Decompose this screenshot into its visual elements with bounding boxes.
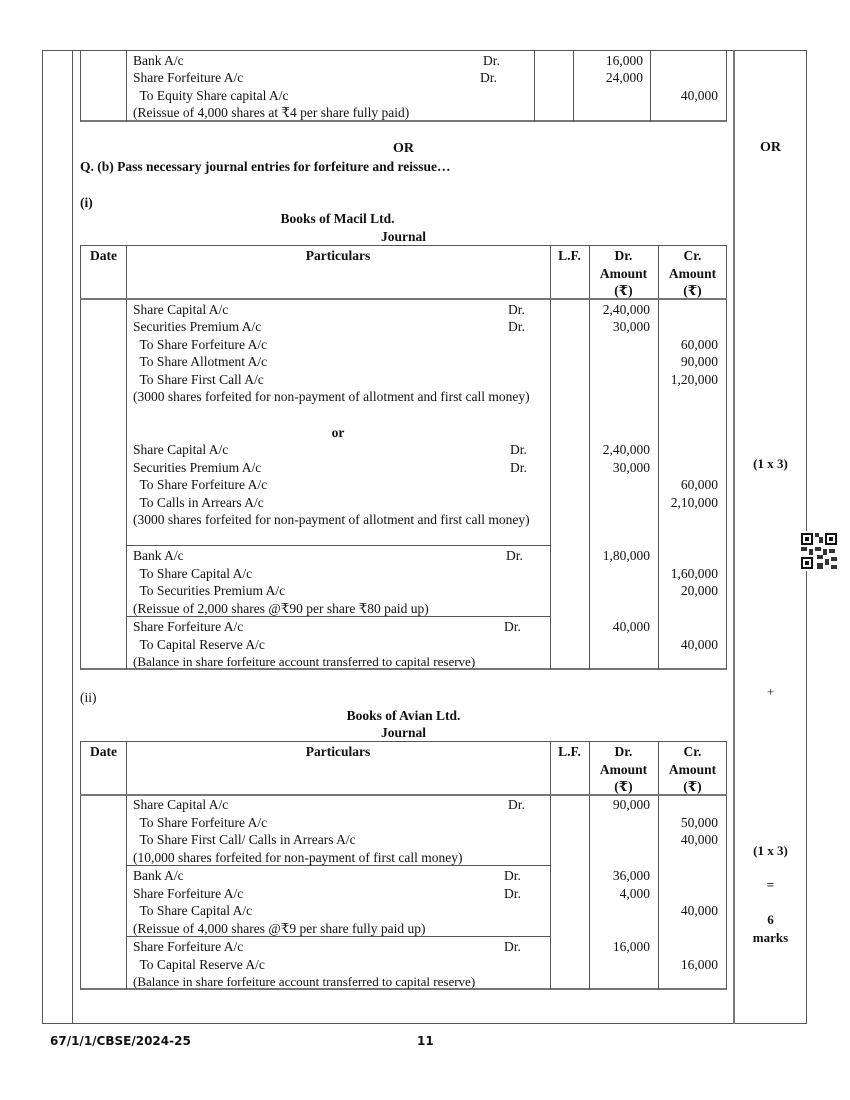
header-dr-amount: Dr. Amount (₹) xyxy=(599,744,648,794)
particular-line: To Share Capital A/c xyxy=(133,566,253,581)
dr-amount: 90,000 xyxy=(612,797,650,812)
header-cr-amount: Cr. Amount (₹) xyxy=(668,248,717,298)
cr-amount: 60,000 xyxy=(680,477,718,492)
qr-code-icon xyxy=(799,531,839,571)
cr-amount: 16,000 xyxy=(680,957,718,972)
header-date: Date xyxy=(90,248,117,263)
journal-title-avian: Journal xyxy=(380,725,426,740)
narration: (Balance in share forfeiture account transferred to capital reserve) xyxy=(133,654,476,669)
dr-amount: 1,80,000 xyxy=(602,548,650,563)
journal-title-macil: Journal xyxy=(380,229,426,244)
books-title-avian: Books of Avian Ltd. xyxy=(346,708,461,723)
particular-line: To Share Allotment A/c xyxy=(133,354,268,369)
page-number: 11 xyxy=(417,1034,434,1048)
particular-line: Securities Premium A/c xyxy=(133,460,262,475)
particular-line: Share Capital A/c xyxy=(133,302,229,317)
part-i-label: (i) xyxy=(80,195,93,210)
dr-mark: Dr. xyxy=(504,886,521,901)
narration: (3000 shares forfeited for non-payment of allotment and first call money) xyxy=(133,389,530,404)
header-lf: L.F. xyxy=(558,248,581,263)
or-alternative: or xyxy=(331,425,345,440)
dr-mark: Dr. xyxy=(504,939,521,954)
narration: (Reissue of 4,000 shares at ₹4 per share fully paid) xyxy=(133,105,410,120)
particular-line: Securities Premium A/c xyxy=(133,319,262,334)
dr-amount: 2,40,000 xyxy=(602,442,650,457)
narration: (10,000 shares forfeited for non-payment of first call money) xyxy=(133,850,463,865)
marks-total-number: 6 xyxy=(767,912,774,927)
particular-line: To Calls in Arrears A/c xyxy=(133,495,264,510)
dr-amount: 30,000 xyxy=(612,460,650,475)
cr-amount: 20,000 xyxy=(680,583,718,598)
narration: (Reissue of 2,000 shares @₹90 per share ₹80 paid up) xyxy=(133,601,429,616)
cr-amount: 40,000 xyxy=(680,832,718,847)
dr-amount: 2,40,000 xyxy=(602,302,650,317)
dr-mark: Dr. xyxy=(504,868,521,883)
header-cr-amount: Cr. Amount (₹) xyxy=(668,744,717,794)
question-heading: Q. (b) Pass necessary journal entries for forfeiture and reissue… xyxy=(80,159,451,174)
footer-code: 67/1/1/CBSE/2024-25 xyxy=(50,1034,191,1048)
dr-amount: 24,000 xyxy=(605,70,643,85)
dr-mark: Dr. xyxy=(508,319,525,334)
particular-line: To Capital Reserve A/c xyxy=(133,637,265,652)
cr-amount: 40,000 xyxy=(680,903,718,918)
books-title-macil: Books of Macil Ltd. xyxy=(280,211,395,226)
dr-mark: Dr. xyxy=(508,302,525,317)
narration: (Reissue of 4,000 shares @₹9 per share fully paid up) xyxy=(133,921,426,936)
particular-line: To Capital Reserve A/c xyxy=(133,957,265,972)
header-dr-amount: Dr. Amount (₹) xyxy=(599,248,648,298)
particular-line: Share Forfeiture A/c xyxy=(133,619,244,634)
particular-line: To Share First Call/ Calls in Arrears A/c xyxy=(133,832,356,847)
particular-line: To Share Forfeiture A/c xyxy=(133,337,268,352)
dr-mark: Dr. xyxy=(483,53,500,68)
marks-part-ii: (1 x 3) xyxy=(753,843,788,858)
particular-line: Bank A/c xyxy=(133,548,184,563)
particular-line: To Share First Call A/c xyxy=(133,372,264,387)
header-particulars: Particulars xyxy=(305,744,371,759)
dr-amount: 36,000 xyxy=(612,868,650,883)
cr-amount: 50,000 xyxy=(680,815,718,830)
particular-line: To Securities Premium A/c xyxy=(133,583,286,598)
header-date: Date xyxy=(90,744,117,759)
dr-amount: 16,000 xyxy=(605,53,643,68)
particular-line: Bank A/c xyxy=(133,53,184,68)
particular-line: Share Forfeiture A/c xyxy=(133,939,244,954)
dr-mark: Dr. xyxy=(480,70,497,85)
particular-line: Bank A/c xyxy=(133,868,184,883)
particular-line: To Share Forfeiture A/c xyxy=(133,815,268,830)
dr-amount: 30,000 xyxy=(612,319,650,334)
dr-mark: Dr. xyxy=(510,442,527,457)
cr-amount: 60,000 xyxy=(680,337,718,352)
header-lf: L.F. xyxy=(558,744,581,759)
particular-line: Share Forfeiture A/c xyxy=(133,886,244,901)
cr-amount: 1,60,000 xyxy=(670,566,718,581)
narration: (3000 shares forfeited for non-payment of allotment and first call money) xyxy=(133,512,530,527)
dr-amount: 40,000 xyxy=(612,619,650,634)
marks-total-label: marks xyxy=(752,930,789,945)
particular-line: Share Capital A/c xyxy=(133,442,229,457)
dr-mark: Dr. xyxy=(510,460,527,475)
particular-line: To Share Forfeiture A/c xyxy=(133,477,268,492)
marks-or: OR xyxy=(760,140,781,155)
cr-amount: 40,000 xyxy=(680,88,718,103)
cr-amount: 40,000 xyxy=(680,637,718,652)
cr-amount: 1,20,000 xyxy=(670,372,718,387)
frame-left-divider xyxy=(72,50,73,1024)
narration: (Balance in share forfeiture account transferred to capital reserve) xyxy=(133,974,476,989)
cr-amount: 2,10,000 xyxy=(670,495,718,510)
dr-mark: Dr. xyxy=(506,548,523,563)
dr-mark: Dr. xyxy=(508,797,525,812)
cr-amount: 90,000 xyxy=(680,354,718,369)
particular-line: To Equity Share capital A/c xyxy=(133,88,289,103)
or-separator: OR xyxy=(393,141,414,156)
particular-line: To Share Capital A/c xyxy=(133,903,253,918)
marks-equals: = xyxy=(766,877,775,892)
header-particulars: Particulars xyxy=(305,248,371,263)
marks-plus: + xyxy=(766,684,775,699)
dr-mark: Dr. xyxy=(504,619,521,634)
dr-amount: 16,000 xyxy=(612,939,650,954)
particular-line: Share Capital A/c xyxy=(133,797,229,812)
dr-amount: 4,000 xyxy=(619,886,650,901)
particular-line: Share Forfeiture A/c xyxy=(133,70,244,85)
part-ii-label: (ii) xyxy=(80,690,97,705)
marks-part-i: (1 x 3) xyxy=(753,456,788,471)
